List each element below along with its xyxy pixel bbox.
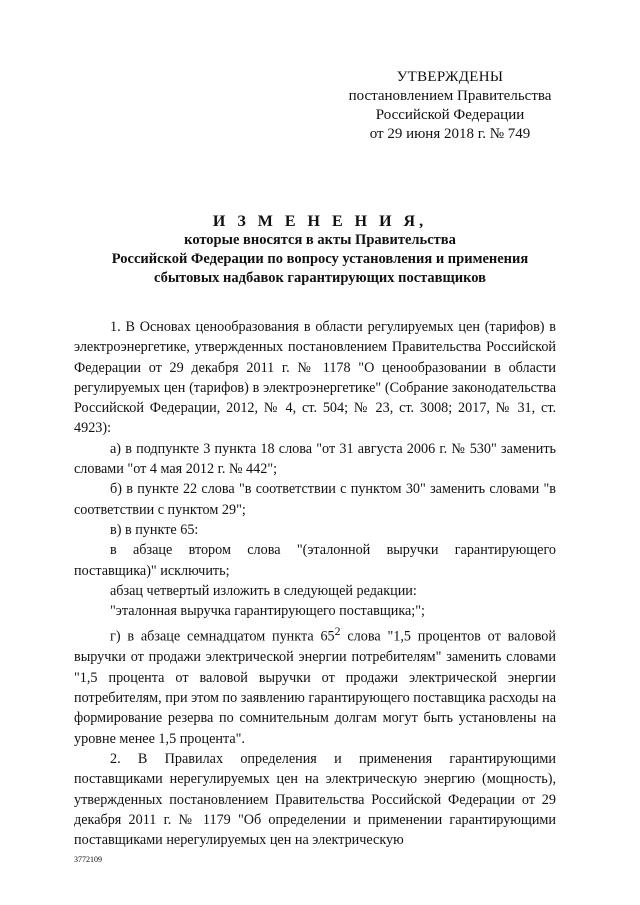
paragraph-item-1: 1. В Основах ценообразования в области регулируемых цен (тарифов) в электроэнергетике, утвержденных постановлением Правительства Российской Федерации от 29 декабря 2011 г. № 1178 "О ценообразовании в области регулируемых цен (тарифов) в электроэнергетике" (Собрание законодательства Российской Федерации, 2012, № 4, ст. 504; № 23, ст. 3008; 2017, № 31, ст. 4923): [74,319,556,437]
superscript-number: 2 [334,624,341,639]
paragraph-subitem-b: б) в пункте 22 слова "в соответствии с пунктом 30" заменить словами "в соответствии с пунктом 29"; [74,481,556,518]
heading-line: которые вносятся в акты Правительства [184,232,456,248]
approval-line: Российской Федерации [375,107,525,123]
approval-block [330,68,570,144]
document-title: И З М Е Н Е Н И Я, [212,213,428,230]
document-heading [70,212,570,288]
document-body [74,317,556,850]
paragraph-subitem-a: а) в подпункте 3 пункта 18 слова "от 31 августа 2006 г. № 530" заменить словами "от 4 мая 2012 г. № 442"; [74,440,556,478]
paragraph-text: "эталонная выручка гарантирующего поставщика;"; [110,603,425,620]
paragraph-text-part: слова "1,5 процентов от валовой выручки от продажи электрической энергии потребителям" заменить словами "1,5 процента от валовой выручки от продажи электрической энергии потребителям, при этом по заявлению гарантирующего поставщика расходы на формирование резерва по сомнительным долгам могут быть установлены на уровне менее 1,5 процента". [74,629,556,747]
approval-title: УТВЕРЖДЕНЫ [396,69,504,85]
paragraph-text: в абзаце втором слова "(эталонной выручки гарантирующего поставщика)" исключить; [74,542,556,579]
document-id: 3772109 [74,855,102,864]
heading-line: сбытовых надбавок гарантирующих поставщиков [154,270,486,286]
approval-line: постановлением Правительства [348,88,552,104]
paragraph-subitem-v: в) в пункте 65: [110,521,199,538]
heading-line: Российской Федерации по вопросу установления и применения [111,251,529,267]
paragraph-text: абзац четвертый изложить в следующей редакции: [110,582,417,599]
paragraph-item-2: 2. В Правилах определения и применения гарантирующими поставщиками нерегулируемых цен на электрическую энергию (мощность), утвержденных постановлением Правительства Российской Федерации от 29 декабря 2011 г. № 1179 "Об определении и применении гарантирующими поставщиками нерегулируемых цен на электрическую [74,750,556,849]
paragraph-subitem-g [74,621,556,749]
approval-date-number: от 29 июня 2018 г. № 749 [369,126,531,142]
paragraph-text-part: г) в абзаце семнадцатом пункта 65 [110,629,335,646]
